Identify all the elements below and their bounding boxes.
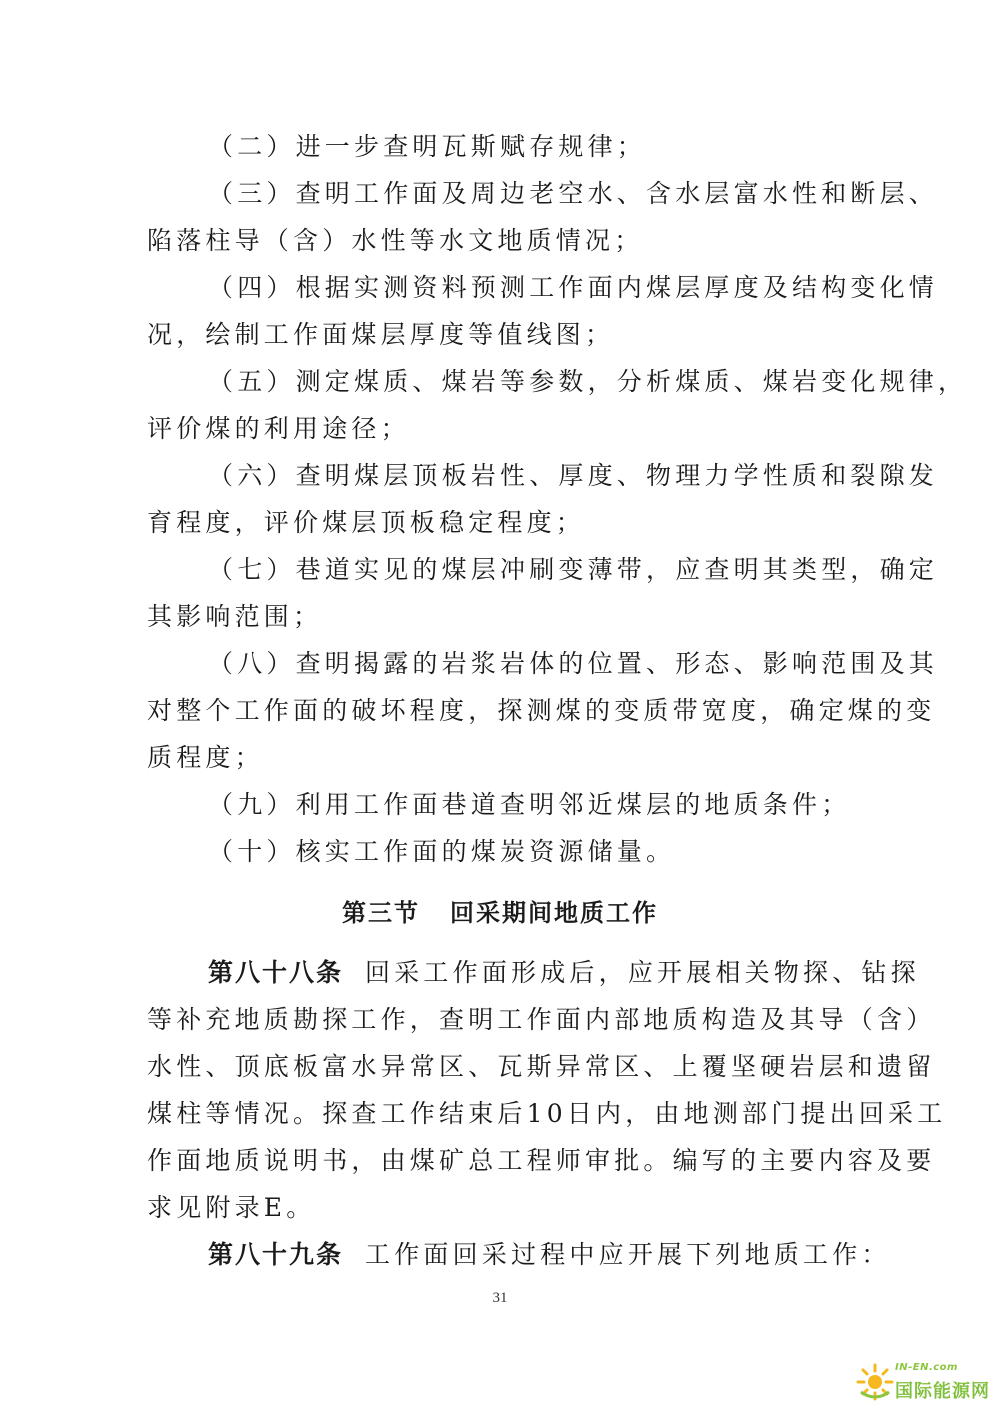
section-number: 第三节 bbox=[342, 899, 420, 927]
item-5-line-2: 评价煤的利用途径； bbox=[147, 414, 410, 443]
section-heading bbox=[0, 897, 1000, 929]
item-5-line-1: （五）测定煤质、煤岩等参数，分析煤质、煤岩变化规律， bbox=[208, 367, 968, 396]
article-88-line-4: 煤柱等情况。探查工作结束后10日内，由地测部门提出回采工 bbox=[147, 1099, 947, 1128]
article-88-line-5: 作面地质说明书，由煤矿总工程师审批。编写的主要内容及要 bbox=[147, 1146, 936, 1175]
article-89-line-1 bbox=[0, 1239, 1000, 1271]
article-88-line-1 bbox=[0, 957, 1000, 989]
article-88-label: 第八十八条 bbox=[208, 958, 344, 987]
article-89-label: 第八十九条 bbox=[208, 1240, 344, 1269]
item-4-line-2: 况，绘制工作面煤层厚度等值线图； bbox=[147, 320, 615, 349]
item-8-line-3: 质程度； bbox=[147, 743, 264, 772]
item-3-line-2: 陷落柱导（含）水性等水文地质情况； bbox=[147, 226, 644, 255]
article-88-first: 回采工作面形成后，应开展相关物探、钻探 bbox=[365, 958, 920, 987]
item-3-line-1: （三）查明工作面及周边老空水、含水层富水性和断层、 bbox=[208, 179, 939, 208]
watermark-small-text: IN-EN.com bbox=[895, 1362, 958, 1373]
item-4-line-1: （四）根据实测资料预测工作面内煤层厚度及结构变化情 bbox=[208, 273, 939, 302]
item-7-line-2: 其影响范围； bbox=[147, 602, 323, 631]
item-8-line-2: 对整个工作面的破坏程度，探测煤的变质带宽度，确定煤的变 bbox=[147, 696, 936, 725]
item-8-line-1: （八）查明揭露的岩浆岩体的位置、形态、影响范围及其 bbox=[208, 649, 939, 678]
item-10: （十）核实工作面的煤炭资源储量。 bbox=[208, 837, 676, 866]
item-2: （二）进一步查明瓦斯赋存规律； bbox=[208, 132, 647, 161]
item-9: （九）利用工作面巷道查明邻近煤层的地质条件； bbox=[208, 790, 851, 819]
watermark-logo bbox=[855, 1360, 995, 1406]
item-6-line-1: （六）查明煤层顶板岩性、厚度、物理力学性质和裂隙发 bbox=[208, 461, 939, 490]
article-88-line-6: 求见附录E。 bbox=[147, 1193, 316, 1222]
section-title: 回采期间地质工作 bbox=[450, 899, 658, 927]
article-88-line-2: 等补充地质勘探工作，查明工作面内部地质构造及其导（含） bbox=[147, 1005, 936, 1034]
article-88-line-3: 水性、顶底板富水异常区、瓦斯异常区、上覆坚硬岩层和遗留 bbox=[147, 1052, 936, 1081]
item-7-line-1: （七）巷道实见的煤层冲刷变薄带，应查明其类型，确定 bbox=[208, 555, 939, 584]
item-6-line-2: 育程度，评价煤层顶板稳定程度； bbox=[147, 508, 586, 537]
article-89-first: 工作面回采过程中应开展下列地质工作： bbox=[365, 1240, 891, 1269]
watermark-big-text: 国际能源网 bbox=[895, 1381, 990, 1402]
sun-logo-icon bbox=[855, 1362, 895, 1402]
page-number: 31 bbox=[492, 1290, 508, 1306]
